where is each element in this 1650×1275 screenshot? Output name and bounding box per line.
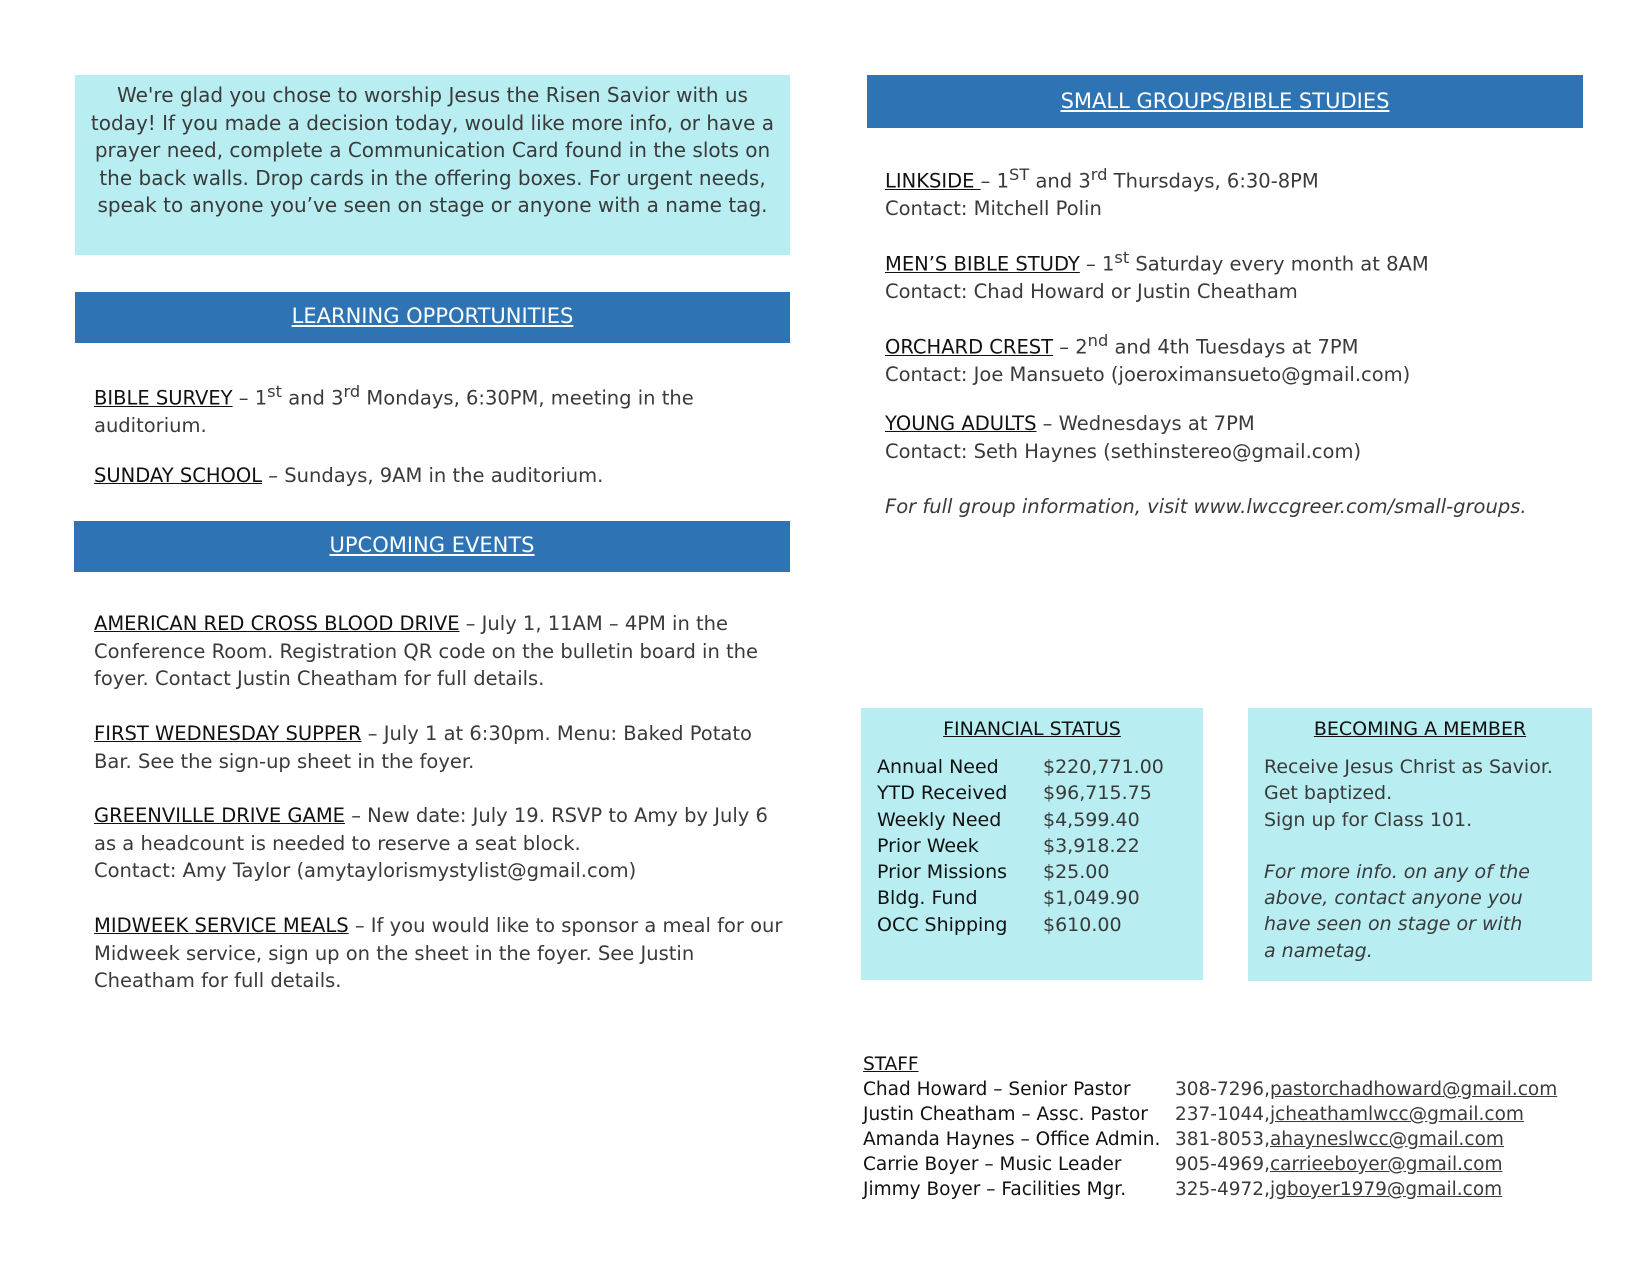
welcome-box (75, 75, 790, 255)
staff-email-link[interactable]: carrieeboyer@gmail.com (1269, 1154, 1503, 1175)
event-title: FIRST WEDNESDAY SUPPER (94, 722, 362, 745)
membership-note: a nametag. (1264, 939, 1373, 962)
membership-step: Receive Jesus Christ as Savior. (1264, 756, 1553, 778)
event-title: GREENVILLE DRIVE GAME (94, 804, 345, 827)
group-contact: Contact: Chad Howard or Justin Cheatham (885, 280, 1298, 303)
financial-status-heading: FINANCIAL STATUS (943, 718, 1121, 740)
financial-status-box (861, 708, 1203, 980)
staff-section (863, 1052, 1603, 1202)
event-title: AMERICAN RED CROSS BLOOD DRIVE (94, 612, 460, 635)
staff-name: Jimmy Boyer – Facilities Mgr. (863, 1179, 1127, 1200)
staff-phone: 381-8053, (1175, 1129, 1270, 1150)
group-title: LINKSIDE (885, 169, 981, 193)
group-contact: Contact: Mitchell Polin (885, 197, 1102, 220)
staff-phone: 905-4969, (1175, 1154, 1270, 1175)
group-title: MEN’S BIBLE STUDY (885, 252, 1080, 276)
event-item-wednesday-supper (94, 720, 784, 775)
groups-note: For full group information, visit www.lwccgreer.com/small-groups. (885, 495, 1527, 518)
staff-name: Chad Howard – Senior Pastor (863, 1079, 1131, 1100)
staff-email-link[interactable]: pastorchadhoward@gmail.com (1269, 1079, 1558, 1100)
membership-heading: BECOMING A MEMBER (1313, 718, 1527, 740)
learning-item-title: BIBLE SURVEY (94, 386, 233, 410)
learning-item-title: SUNDAY SCHOOL (94, 464, 263, 487)
staff-email-link[interactable]: jgboyer1979@gmail.com (1269, 1179, 1503, 1200)
staff-row (863, 1102, 1603, 1127)
membership-step: Sign up for Class 101. (1264, 808, 1473, 831)
group-title: ORCHARD CREST (885, 335, 1054, 359)
staff-phone: 237-1044, (1175, 1104, 1270, 1125)
staff-row (863, 1077, 1603, 1102)
small-groups-heading: SMALL GROUPS/BIBLE STUDIES (867, 75, 1583, 128)
event-desc: – July 1, 11AM – 4PM in the Conference Room. Registration QR code on the bulletin board in the foyer. Contact Justin Cheatham for full details. (94, 612, 759, 690)
group-item-linkside: LINKSIDE – 1ST and 3rd Thursdays, 6:30-8PM Contact: Mitchell Polin (885, 165, 1319, 220)
learning-item-sunday-school: SUNDAY SCHOOL – Sundays, 9AM in the auditorium. (94, 464, 604, 487)
staff-heading: STAFF (863, 1054, 919, 1075)
event-item-midweek-meals (94, 912, 784, 995)
staff-row (863, 1127, 1603, 1152)
group-contact: Contact: Seth Haynes (sethinstereo@gmail.com) (885, 439, 1362, 463)
financial-row: Weekly Need $4,599.40 (877, 808, 1140, 831)
financial-row: Annual Need $220,771.00 (877, 756, 1164, 778)
group-title: YOUNG ADULTS (885, 412, 1037, 435)
event-title: MIDWEEK SERVICE MEALS (94, 914, 349, 937)
group-item-orchard-crest: ORCHARD CREST – 2nd and 4th Tuesdays at 7PM Contact: Joe Mansueto (joeroximansueto@gmail.com) (885, 331, 1411, 386)
membership-note: above, contact anyone you (1264, 887, 1523, 910)
membership-box (1248, 708, 1592, 981)
membership-step: Get baptized. (1264, 782, 1393, 805)
event-contact: Contact: Amy Taylor (amytaylorismystylist@gmail.com) (94, 859, 637, 882)
event-item-blood-drive (94, 610, 784, 693)
staff-name: Justin Cheatham – Assc. Pastor (863, 1104, 1148, 1125)
group-contact: Contact: Joe Mansueto (joeroximansueto@gmail.com) (885, 363, 1411, 386)
learning-opportunities-heading: LEARNING OPPORTUNITIES (75, 292, 790, 343)
staff-email-link[interactable]: ahayneslwcc@gmail.com (1269, 1129, 1504, 1150)
upcoming-events-heading: UPCOMING EVENTS (74, 521, 790, 572)
welcome-text: We're glad you chose to worship Jesus the Risen Savior with us today! If you made a decision today, would like more info, or have a prayer need, complete a Communication Card found in the slots on the back walls. Drop cards in the offering boxes. For urgent needs, speak to anyone you’ve seen on stage or anyone with a name tag. (90, 83, 775, 217)
staff-phone: 325-4972, (1175, 1179, 1270, 1200)
event-desc: – If you would like to sponsor a meal for our Midweek service, sign up on the sheet in the foyer. See Justin Cheatham for full details. (94, 914, 783, 992)
group-item-young-adults: YOUNG ADULTS – Wednesdays at 7PM Contact: Seth Haynes (sethinstereo@gmail.com) (885, 412, 1362, 463)
event-desc: – New date: July 19. RSVP to Amy by July 6 as a headcount is needed to reserve a seat block. (94, 804, 768, 855)
staff-email-link[interactable]: jcheathamlwcc@gmail.com (1269, 1104, 1524, 1125)
financial-row: Prior Week $3,918.22 (877, 834, 1140, 857)
financial-row: Prior Missions $25.00 (877, 861, 1110, 884)
group-item-mens-bible-study: MEN’S BIBLE STUDY – 1st Saturday every month at 8AM Contact: Chad Howard or Justin Cheatham (885, 248, 1429, 303)
financial-row: Bldg. Fund $1,049.90 (877, 887, 1140, 910)
staff-phone: 308-7296, (1175, 1079, 1270, 1100)
staff-name: Amanda Haynes – Office Admin. (863, 1129, 1161, 1150)
financial-row: OCC Shipping $610.00 (877, 913, 1122, 936)
membership-note: have seen on stage or with (1264, 913, 1523, 936)
event-desc: – July 1 at 6:30pm. Menu: Baked Potato Bar. See the sign-up sheet in the foyer. (94, 722, 752, 773)
membership-note: For more info. on any of the (1264, 860, 1530, 883)
learning-item-bible-survey: BIBLE SURVEY – 1st and 3rd Mondays, 6:30PM, meeting in the auditorium. (94, 382, 694, 437)
event-item-drive-game (94, 802, 784, 885)
staff-row (863, 1177, 1603, 1202)
financial-row: YTD Received $96,715.75 (877, 782, 1152, 805)
staff-name: Carrie Boyer – Music Leader (863, 1154, 1122, 1175)
staff-row (863, 1152, 1603, 1177)
